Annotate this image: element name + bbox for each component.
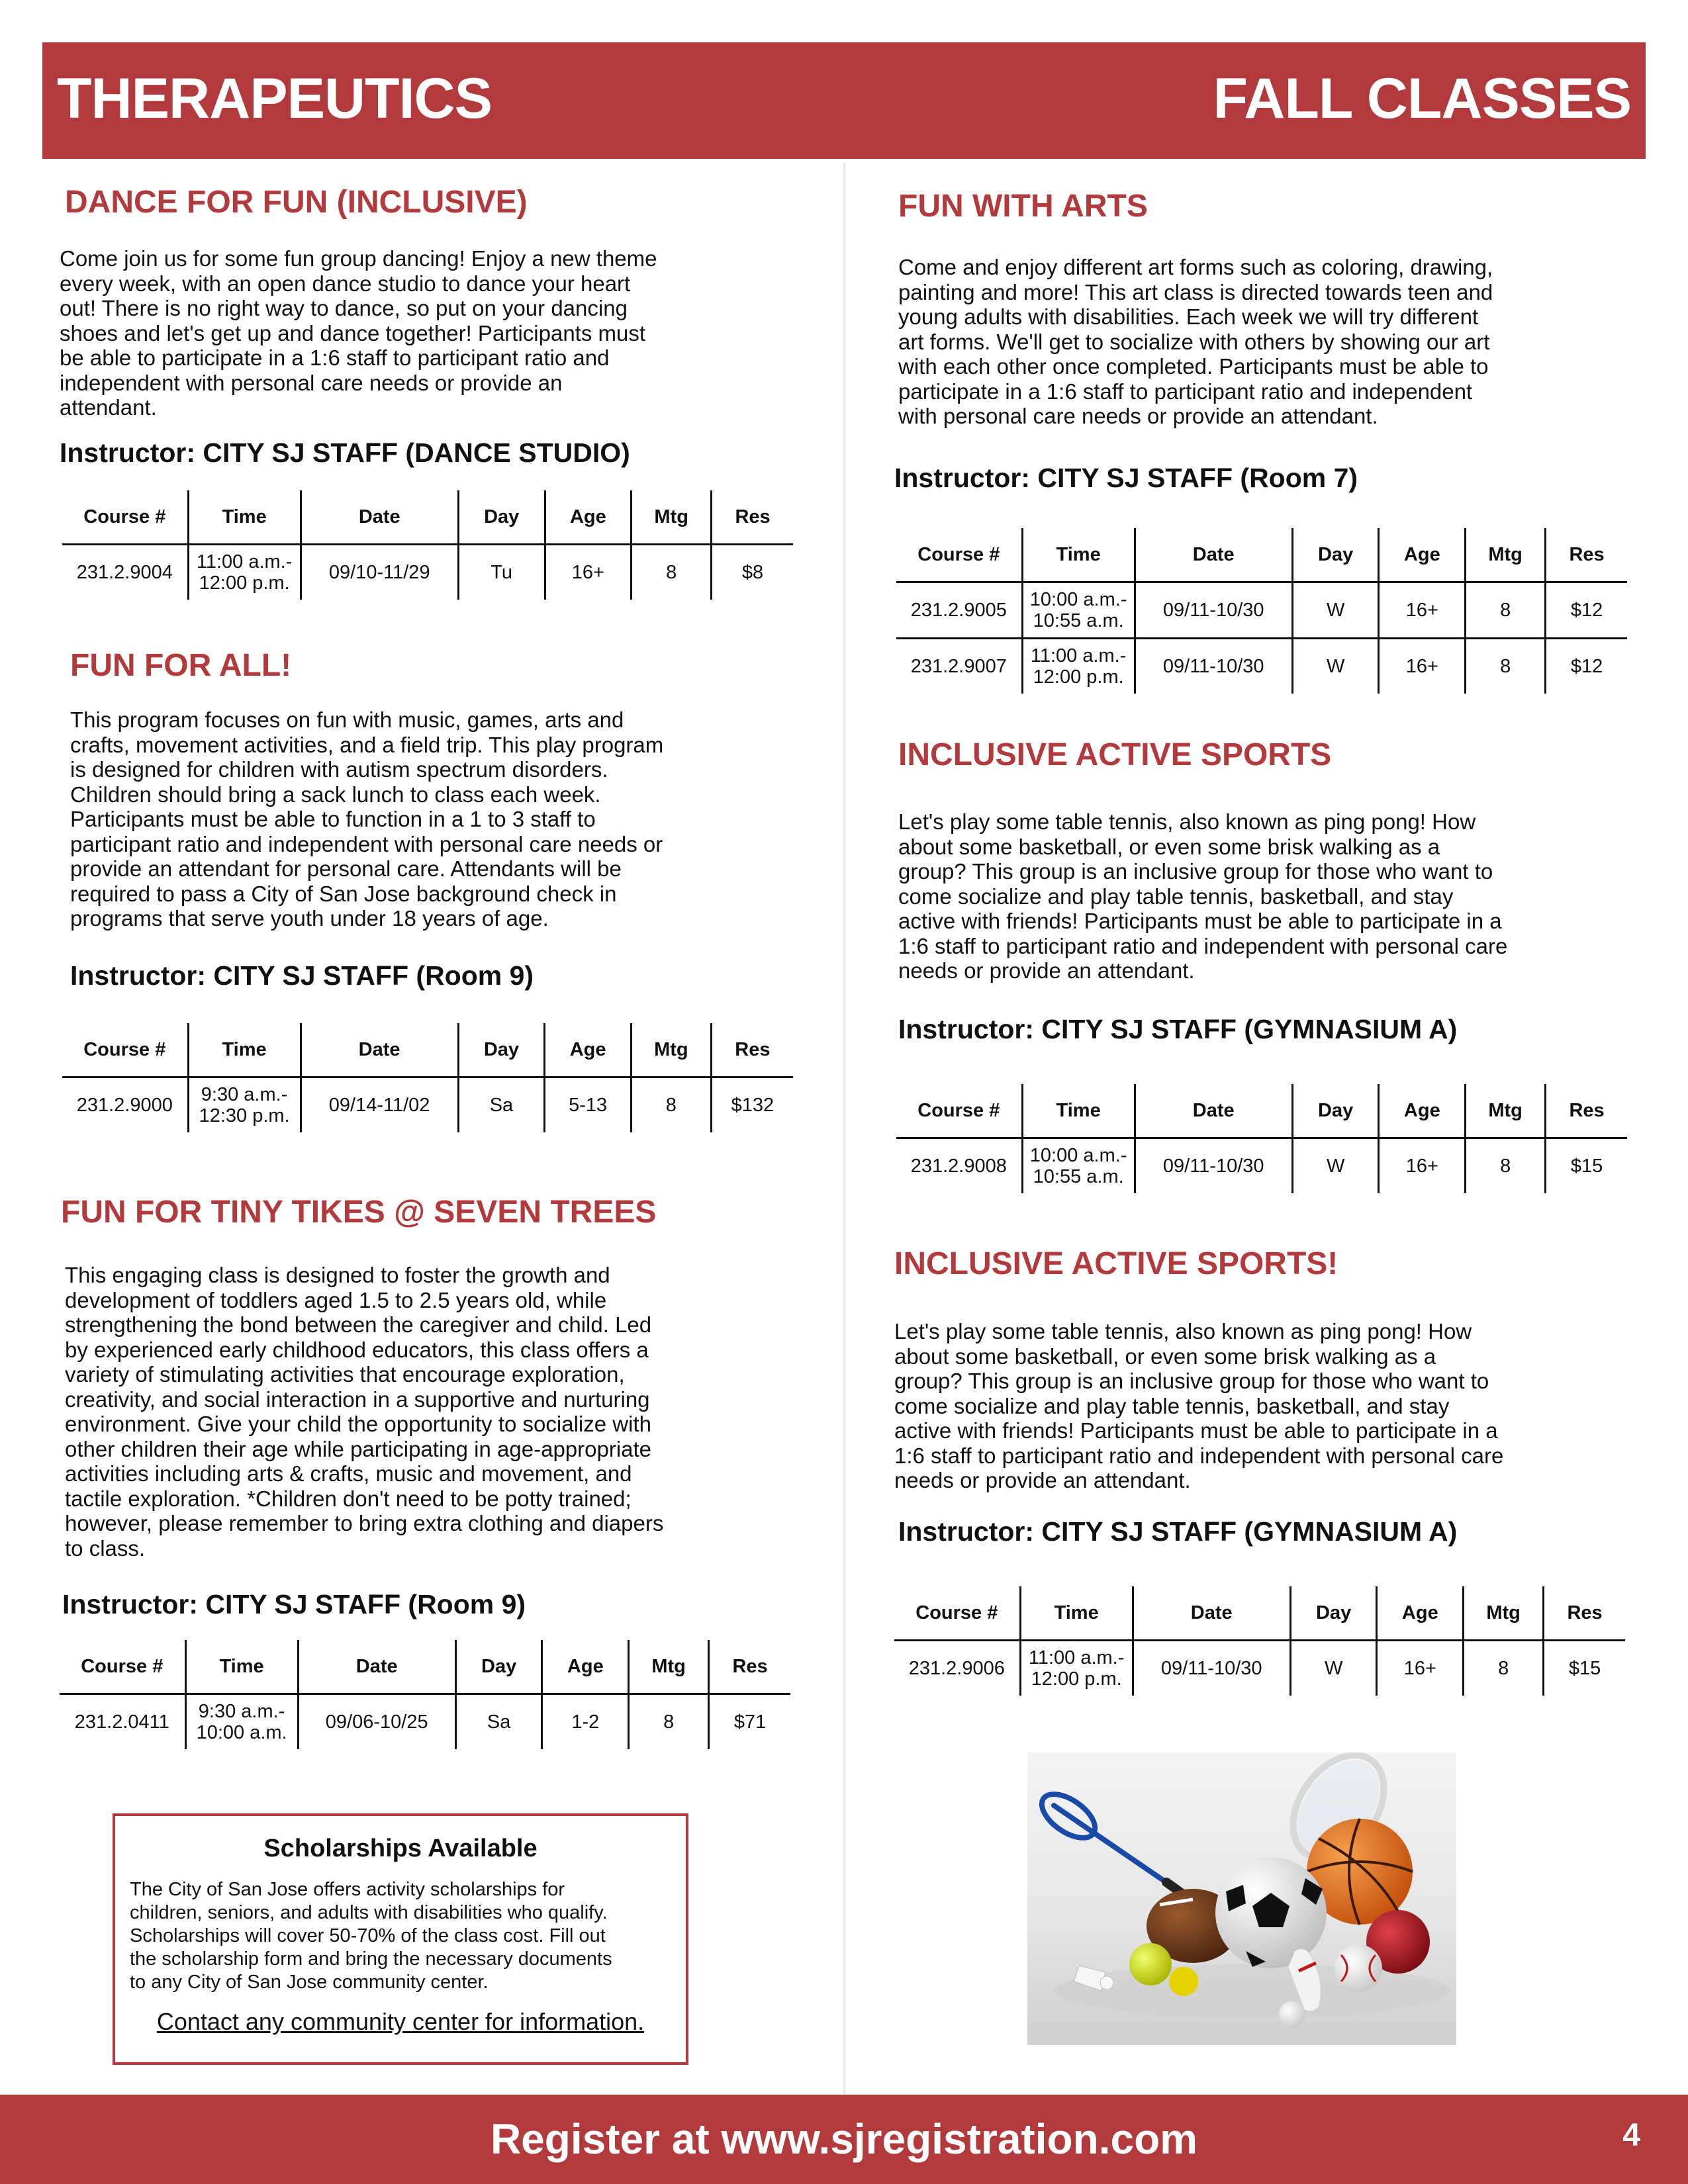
scholarship-text: The City of San Jose offers activity scholarships for children, seniors, and adults with disabilities who qualify. Scholarships will cover 50-70% of the class cost. Fill out the scholarship form and bring the necessary documents to any City of San Jose community center. (130, 1879, 612, 1993)
column-header: Course # (896, 528, 1022, 582)
column-header: Date (301, 490, 458, 545)
column-header: Res (1546, 528, 1627, 582)
instructor-sports1: Instructor: CITY SJ STAFF (GYMNASIUM A) (898, 1014, 1458, 1044)
cell-age: 16+ (1379, 639, 1466, 694)
page-header (42, 42, 1646, 159)
column-header: Date (298, 1640, 455, 1694)
table-header-row (60, 1640, 790, 1694)
table-header-row (62, 1023, 793, 1077)
cell-time: 11:00 a.m.- 12:00 p.m. (188, 545, 301, 600)
section-body-sports1: Let's play some table tennis, also known as ping pong! How about some basketball, or even some brisk walking as a group? This group is an inclusive group for those who want to come socialize and play table tennis, basketball, and stay active with friends! Participants must be able to participate in a 1:6 staff to participant ratio and independent with personal care needs or provide an attendant. (898, 809, 1508, 983)
column-header: Day (458, 1023, 545, 1077)
section-title-funall: FUN FOR ALL! (70, 648, 292, 683)
column-header: Day (1290, 1586, 1377, 1641)
column-header: Day (458, 490, 545, 545)
column-header: Time (188, 1023, 301, 1077)
instructor-funall: Instructor: CITY SJ STAFF (Room 9) (70, 960, 534, 991)
column-header: Mtg (632, 490, 712, 545)
cell-course: 231.2.9008 (910, 1155, 1007, 1177)
cell-day: Tu (458, 545, 545, 600)
section-title-arts: FUN WITH ARTS (898, 189, 1148, 224)
cell-course: 231.2.0411 (74, 1711, 169, 1733)
section-body-arts: Come and enjoy different art forms such as coloring, drawing, painting and more! This art class is directed towards teen and young adults with disabilities. Each week we will try different art forms. We'll get to socialize with others by showing our art with each other once completed. Participants must be able to participate in a 1:6 staff to participant ratio and independent with personal care needs or provide an attendant. (898, 255, 1493, 428)
column-header: Time (1022, 528, 1135, 582)
cell-course: 231.2.9007 (896, 639, 1022, 694)
table-row (896, 639, 1627, 694)
scholarship-box (113, 1813, 688, 2065)
cell-mtg: 8 (1466, 1138, 1546, 1194)
cell-date: 09/06-10/25 (298, 1694, 455, 1750)
cell-time: 11:00 a.m.- 12:00 p.m. (1020, 1641, 1133, 1696)
section-body-funall: This program focuses on fun with music, games, arts and crafts, movement activities, and a field trip. This play program is designed for children with autism spectrum disorders. Children should bring a sack lunch to class each week. Participants must be able to function in a 1 to 3 staff to participant ratio and independent with personal care needs or provide an attendant for personal care. Attendants will be required to pass a City of San Jose background check in programs that serve youth under 18 years of age. (70, 707, 664, 931)
course-table-sports2 (894, 1586, 1625, 1696)
table-header-row (896, 528, 1627, 582)
register-link[interactable]: Register at www.sjregistration.com (490, 2115, 1198, 2163)
column-header: Res (709, 1640, 790, 1694)
column-header: Course # (894, 1586, 1020, 1641)
cell-res: $71 (709, 1694, 790, 1750)
cell-age: 16+ (1377, 1641, 1464, 1696)
header-title-left: THERAPEUTICS (57, 67, 492, 130)
instructor-dance: Instructor: CITY SJ STAFF (DANCE STUDIO) (60, 437, 630, 468)
cell-mtg: 8 (632, 545, 712, 600)
cell-day: W (1292, 1138, 1379, 1194)
cell-age: 16+ (1379, 582, 1466, 639)
cell-date: 09/11-10/30 (1135, 639, 1292, 694)
cell-time: 11:00 a.m.- 12:00 p.m. (1022, 639, 1135, 694)
cell-mtg: 8 (1466, 582, 1546, 639)
column-header: Time (188, 490, 301, 545)
column-header: Res (1544, 1586, 1625, 1641)
column-header: Mtg (1466, 528, 1546, 582)
course-table-funall (62, 1023, 793, 1132)
cell-day: Sa (455, 1694, 542, 1750)
cell-res: $15 (1544, 1641, 1625, 1696)
cell-course: 231.2.9000 (76, 1094, 173, 1116)
column-header: Age (542, 1640, 629, 1694)
cell-age: 1-2 (542, 1694, 629, 1750)
section-title-sports1: INCLUSIVE ACTIVE SPORTS (898, 737, 1332, 772)
table-header-row (896, 1084, 1627, 1138)
cell-course: 231.2.9006 (908, 1657, 1005, 1679)
instructor-tiny: Instructor: CITY SJ STAFF (Room 9) (62, 1589, 526, 1619)
column-header: Time (1022, 1084, 1135, 1138)
section-title-dance: DANCE FOR FUN (INCLUSIVE) (65, 185, 528, 220)
section-body-sports2: Let's play some table tennis, also known as ping pong! How about some basketball, or even some brisk walking as a group? This group is an inclusive group for those who want to come socialize and play table tennis, basketball, and stay active with friends! Participants must be able to participate in a 1:6 staff to participant ratio and independent with personal care needs or provide an attendant. (894, 1319, 1504, 1492)
cell-mtg: 8 (1466, 639, 1546, 694)
cell-date: 09/11-10/30 (1135, 582, 1292, 639)
cell-time: 9:30 a.m.- 12:30 p.m. (188, 1077, 301, 1133)
course-table-sports1 (896, 1084, 1627, 1193)
section-body-tiny: This engaging class is designed to foster the growth and development of toddlers aged 1.5 to 2.5 years old, while strengthening the bond between the caregiver and child. Led by experienced early childhood educators, this class offers a variety of stimulating activities that encourage exploration, creativity, and social interaction in a supportive and nurturing environment. Give your child the opportunity to socialize with other children their age while participating in age-appropriate activities including arts & crafts, music and movement, and tactile exploration. *Children don't need to be potty trained; however, please remember to bring extra clothing and diapers to class. (65, 1263, 664, 1561)
cell-day: W (1290, 1641, 1377, 1696)
cell-mtg: 8 (629, 1694, 709, 1750)
cell-res: $12 (1546, 639, 1627, 694)
cell-day: W (1292, 582, 1379, 639)
column-header: Day (455, 1640, 542, 1694)
cell-res: $8 (712, 545, 793, 600)
cell-date: 09/10-11/29 (301, 545, 458, 600)
column-header: Mtg (1466, 1084, 1546, 1138)
cell-date: 09/14-11/02 (301, 1077, 458, 1133)
table-row (60, 1694, 790, 1750)
column-header: Course # (62, 1023, 188, 1077)
section-title-sports2: INCLUSIVE ACTIVE SPORTS! (894, 1246, 1338, 1281)
column-header: Age (1379, 1084, 1466, 1138)
column-header: Age (545, 490, 632, 545)
instructor-arts: Instructor: CITY SJ STAFF (Room 7) (894, 463, 1358, 493)
sports-equipment-photo (1027, 1752, 1456, 2045)
column-header: Date (1133, 1586, 1290, 1641)
table-row (62, 1077, 793, 1133)
cell-age: 16+ (545, 545, 632, 600)
column-header: Day (1292, 528, 1379, 582)
column-header: Res (711, 1023, 793, 1077)
cell-course: 231.2.9004 (76, 561, 173, 583)
column-header: Age (1377, 1586, 1464, 1641)
column-divider (843, 163, 845, 2095)
cell-date: 09/11-10/30 (1133, 1641, 1290, 1696)
cell-res: $15 (1546, 1138, 1627, 1194)
column-header: Mtg (629, 1640, 709, 1694)
cell-day: Sa (458, 1077, 545, 1133)
column-header: Course # (896, 1084, 1022, 1138)
column-header: Time (185, 1640, 298, 1694)
table-header-row (62, 490, 793, 545)
column-header: Age (545, 1023, 632, 1077)
course-table-arts (896, 528, 1627, 694)
cell-course: 231.2.9005 (910, 599, 1007, 621)
cell-time: 10:00 a.m.- 10:55 a.m. (1022, 582, 1135, 639)
cell-res: $132 (711, 1077, 793, 1133)
column-header: Age (1379, 528, 1466, 582)
column-header: Res (1546, 1084, 1627, 1138)
column-header: Course # (62, 490, 188, 545)
table-header-row (894, 1586, 1625, 1641)
table-row (896, 1138, 1627, 1194)
sports-balls-illustration (1027, 1752, 1456, 2045)
cell-time: 9:30 a.m.- 10:00 a.m. (185, 1694, 298, 1750)
page-number: 4 (1622, 2118, 1640, 2153)
cell-age: 16+ (1379, 1138, 1466, 1194)
table-row (62, 545, 793, 600)
instructor-sports2: Instructor: CITY SJ STAFF (GYMNASIUM A) (898, 1516, 1458, 1547)
cell-mtg: 8 (631, 1077, 711, 1133)
cell-mtg: 8 (1464, 1641, 1544, 1696)
column-header: Res (712, 490, 793, 545)
scholarship-title: Scholarships Available (263, 1835, 538, 1862)
header-title-right: FALL CLASSES (1213, 67, 1631, 130)
section-body-dance: Come join us for some fun group dancing! Enjoy a new theme every week, with an open dance studio to dance your heart out! There is no right way to dance, so put on your dancing shoes and let's get up and dance together! Participants must be able to participate in a 1:6 staff to participant ratio and independent with personal care needs or provide an attendant. (60, 246, 657, 420)
scholarship-contact-link[interactable]: Contact any community center for information. (156, 2008, 645, 2035)
cell-day: W (1292, 639, 1379, 694)
column-header: Date (301, 1023, 458, 1077)
column-header: Date (1135, 1084, 1292, 1138)
course-table-dance (62, 490, 793, 600)
course-table-tiny (60, 1640, 790, 1749)
page-footer (0, 2095, 1688, 2184)
column-header: Mtg (631, 1023, 711, 1077)
cell-time: 10:00 a.m.- 10:55 a.m. (1022, 1138, 1135, 1194)
column-header: Course # (60, 1640, 185, 1694)
cell-res: $12 (1546, 582, 1627, 639)
column-header: Day (1292, 1084, 1379, 1138)
column-header: Date (1135, 528, 1292, 582)
column-header: Time (1020, 1586, 1133, 1641)
cell-age: 5-13 (545, 1077, 632, 1133)
column-header: Mtg (1464, 1586, 1544, 1641)
table-row (896, 582, 1627, 639)
cell-date: 09/11-10/30 (1135, 1138, 1292, 1194)
section-title-tiny: FUN FOR TINY TIKES @ SEVEN TREES (61, 1195, 657, 1230)
table-row (894, 1641, 1625, 1696)
